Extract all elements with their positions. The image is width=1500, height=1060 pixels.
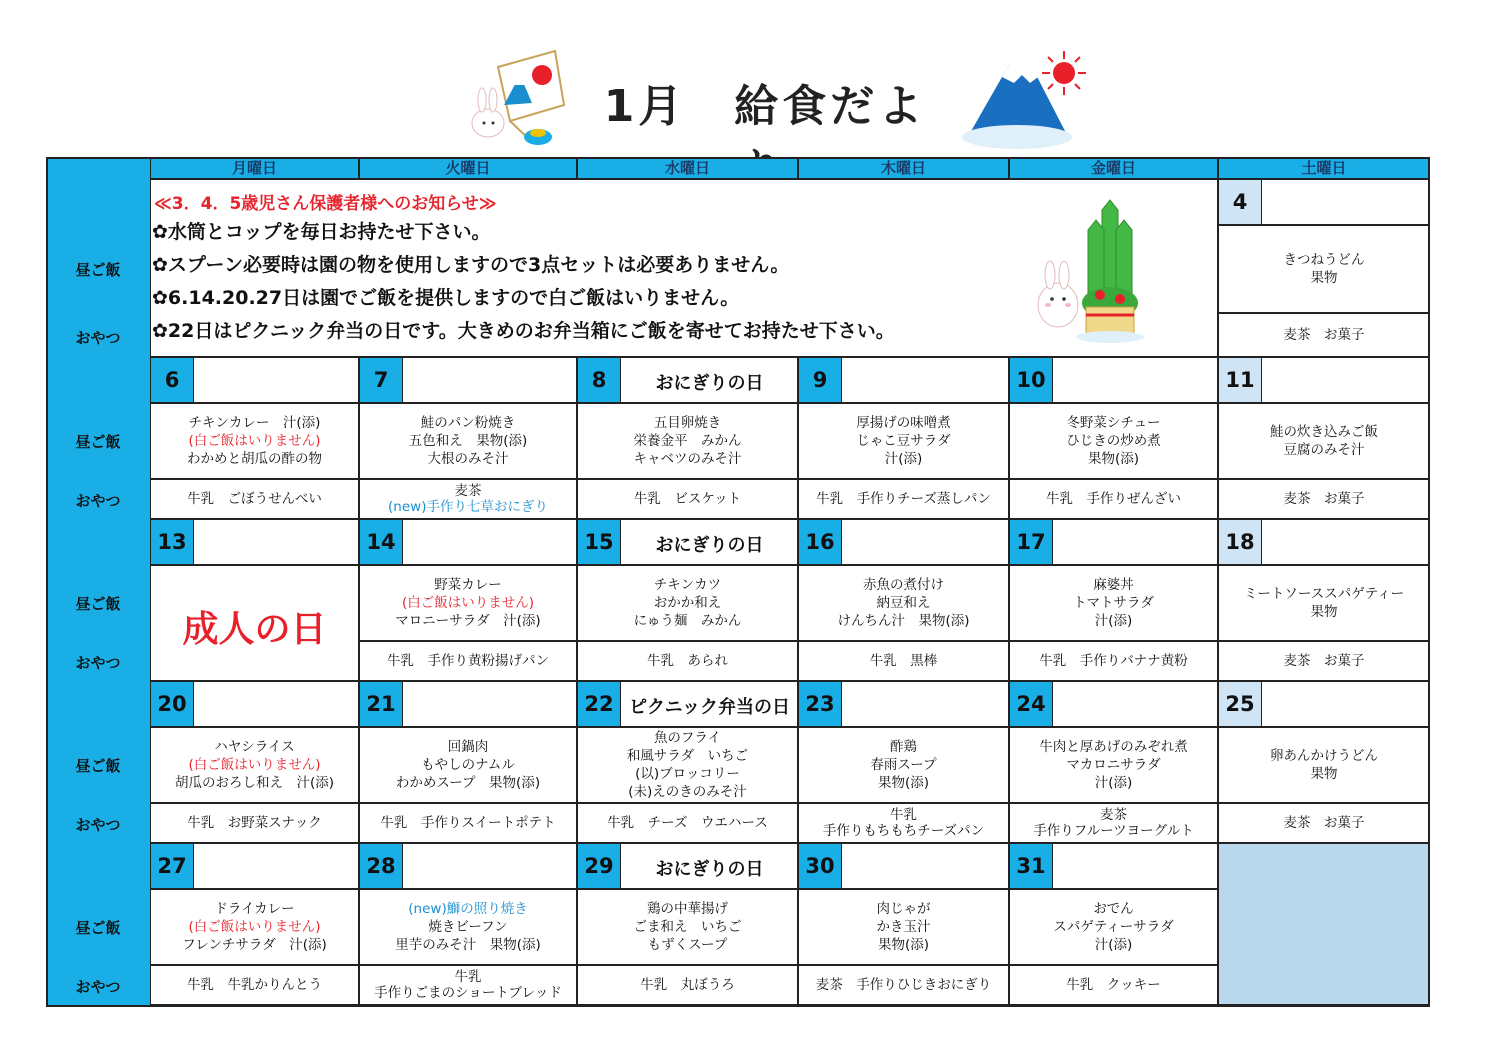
snack-item: 牛乳 黒棒 <box>869 653 938 669</box>
lunch-item: 回鍋肉 <box>447 739 489 755</box>
snack-item: 牛乳 チーズ ウエハース <box>607 815 768 831</box>
lunch-item: 野菜カレー <box>434 577 502 593</box>
lunch-item: もずくスープ <box>647 937 728 953</box>
special-day-name: おにぎりの日 <box>655 859 764 880</box>
weekday-header: 火曜日 <box>359 157 577 179</box>
date-number-box: 7 <box>359 357 403 403</box>
snack-item: 牛乳 手作りチーズ蒸しパン <box>816 491 991 507</box>
date-number-box: 4 <box>1218 179 1262 225</box>
lunch-item: 汁(添) <box>1094 613 1133 629</box>
snack-item: 麦茶 手作りひじきおにぎり <box>815 977 992 993</box>
weekday-header: 木曜日 <box>798 157 1009 179</box>
lunch-item: わかめと胡瓜の酢の物 <box>187 451 322 467</box>
date-number-box: 27 <box>150 843 194 889</box>
date-number-box: 13 <box>150 519 194 565</box>
lunch-item: 五色和え 果物(添) <box>408 433 528 449</box>
lunch-item: 果物 <box>1310 604 1338 620</box>
date-number-box: 15 <box>577 519 621 565</box>
date-number-box: 9 <box>798 357 842 403</box>
lunch-item: 和風サラダ いちご <box>626 748 749 764</box>
notice-line: ✿スプーン必要時は園の物を使用しますので3点セットは必要ありません。 <box>152 254 790 276</box>
row-label-lunch: 昼ご飯 <box>75 757 121 775</box>
special-day-name: ピクニック弁当の日 <box>629 697 790 718</box>
kadomatsu-rabbit-illustration <box>1030 195 1160 345</box>
new-year-kite-rabbit-illustration <box>460 45 580 155</box>
snack-item: 牛乳 牛乳かりんとう <box>187 977 322 993</box>
lunch-item: (new)鰤の照り焼き <box>408 901 528 917</box>
date-number-box: 18 <box>1218 519 1262 565</box>
date-number-box: 16 <box>798 519 842 565</box>
notice-line: ✿6.14.20.27日は園でご飯を提供しますので白ご飯はいりません。 <box>152 287 740 309</box>
lunch-item: (未)えのきのみそ汁 <box>628 784 747 800</box>
lunch-item: 汁(添) <box>884 451 923 467</box>
date-number-box: 28 <box>359 843 403 889</box>
lunch-item: 冬野菜シチュー <box>1066 415 1161 431</box>
date-number-box: 20 <box>150 681 194 727</box>
lunch-item: 麻婆丼 <box>1093 577 1134 593</box>
lunch-item: 納豆和え <box>876 595 931 611</box>
weekday-header: 水曜日 <box>577 157 798 179</box>
row-label-snack: おやつ <box>75 654 121 672</box>
notice-line: ✿水筒とコップを毎日お持たせ下さい。 <box>152 221 491 243</box>
snack-item: 麦茶 <box>454 483 482 499</box>
lunch-item: かき玉汁 <box>876 919 931 935</box>
snack-item: 牛乳 手作りぜんざい <box>1046 491 1181 507</box>
snack-item: 牛乳 <box>890 807 917 823</box>
lunch-item: わかめスープ 果物(添) <box>395 775 541 791</box>
date-number-box: 11 <box>1218 357 1262 403</box>
lunch-item: 豆腐のみそ汁 <box>1283 442 1365 458</box>
lunch-item: 里芋のみそ汁 果物(添) <box>395 937 541 953</box>
date-number-box: 24 <box>1009 681 1053 727</box>
lunch-item: (白ご飯はいりません) <box>188 433 321 449</box>
lunch-item: ハヤシライス <box>214 739 295 755</box>
lunch-item: 汁(添) <box>1094 775 1133 791</box>
lunch-item: ごま和え いちご <box>633 919 742 935</box>
lunch-item: チキンカレー 汁(添) <box>188 415 321 431</box>
lunch-item: 焼きビーフン <box>428 919 508 935</box>
lunch-item: マカロニサラダ <box>1066 757 1161 773</box>
lunch-item: チキンカツ <box>653 577 722 593</box>
row-label-lunch: 昼ご飯 <box>75 433 121 451</box>
lunch-item: フレンチサラダ 汁(添) <box>182 937 327 953</box>
weekday-header: 金曜日 <box>1009 157 1218 179</box>
lunch-item: 果物(添) <box>877 937 930 953</box>
lunch-item: 春雨スープ <box>870 757 937 773</box>
special-day-name: おにぎりの日 <box>655 373 764 394</box>
lunch-item: (以)ブロッコリー <box>635 766 740 782</box>
date-number-box: 23 <box>798 681 842 727</box>
mount-fuji-sun-illustration <box>962 45 1092 150</box>
row-label-snack: おやつ <box>75 492 121 510</box>
date-number-box: 22 <box>577 681 621 727</box>
lunch-item: (白ご飯はいりません) <box>188 919 321 935</box>
lunch-item: 栄養金平 みかん <box>633 433 742 449</box>
snack-item: 牛乳 手作り黄粉揚げパン <box>387 653 549 669</box>
lunch-item: ミートソーススパゲティー <box>1243 586 1405 602</box>
lunch-item: 大根のみそ汁 <box>427 451 509 467</box>
snack-item: 牛乳 手作りバナナ黄粉 <box>1039 653 1188 669</box>
snack-item: 手作りフルーツヨーグルト <box>1033 823 1194 839</box>
snack-item: 牛乳 あられ <box>647 653 728 669</box>
lunch-item: 肉じゃが <box>876 901 931 917</box>
lunch-item: 果物(添) <box>1087 451 1140 467</box>
date-number-box: 30 <box>798 843 842 889</box>
lunch-calendar <box>46 157 1430 1007</box>
lunch-item: 厚揚げの味噌煮 <box>856 415 951 431</box>
lunch-item: けんちん汁 果物(添) <box>837 613 970 629</box>
lunch-item: 鶏の中華揚げ <box>647 901 728 917</box>
lunch-item: もやしのナムル <box>421 757 515 773</box>
row-label-lunch: 昼ご飯 <box>75 595 121 613</box>
row-label-snack: おやつ <box>75 329 121 347</box>
date-number-box: 17 <box>1009 519 1053 565</box>
lunch-item: ドライカレー <box>214 901 295 917</box>
lunch-item: 酢鶏 <box>890 739 917 755</box>
snack-item: (new)手作り七草おにぎり <box>388 499 548 515</box>
snack-item: 牛乳 丸ぼうろ <box>640 977 735 993</box>
date-number-box: 6 <box>150 357 194 403</box>
lunch-item: マロニーサラダ 汁(添) <box>395 613 541 629</box>
lunch-item: 鮭の炊き込みご飯 <box>1270 424 1378 440</box>
snack-item: 麦茶 お菓子 <box>1283 327 1365 343</box>
lunch-item: 果物(添) <box>877 775 930 791</box>
lunch-item: キャベツのみそ汁 <box>633 451 742 467</box>
special-day-name: おにぎりの日 <box>655 535 764 556</box>
lunch-item: 汁(添) <box>1094 937 1133 953</box>
lunch-item: トマトサラダ <box>1073 595 1154 611</box>
lunch-item: 胡瓜のおろし和え 汁(添) <box>174 775 335 791</box>
snack-item: 手作りもちもちチーズパン <box>822 823 985 839</box>
snack-item: 麦茶 お菓子 <box>1283 815 1365 831</box>
weekday-header: 月曜日 <box>150 157 359 179</box>
row-label-snack: おやつ <box>75 978 121 996</box>
weekday-header: 土曜日 <box>1218 157 1430 179</box>
date-number-box: 10 <box>1009 357 1053 403</box>
holiday-label: 成人の日 <box>182 609 327 650</box>
row-label-lunch: 昼ご飯 <box>75 261 121 279</box>
page-title: 1月 給食だよ <box>603 81 927 132</box>
lunch-item: 鮭のパン粉焼き <box>420 415 516 431</box>
lunch-item: おでん <box>1093 901 1134 917</box>
snack-item: 牛乳 <box>454 969 482 985</box>
lunch-item: (白ご飯はいりません) <box>188 757 321 773</box>
lunch-item: じゃこ豆サラダ <box>856 433 951 449</box>
snack-item: 手作りごまのショートブレッド <box>374 985 562 1001</box>
snack-item: 牛乳 ビスケット <box>633 491 742 507</box>
row-label-snack: おやつ <box>75 816 121 834</box>
date-number-box: 8 <box>577 357 621 403</box>
date-number-box: 31 <box>1009 843 1053 889</box>
row-label-lunch: 昼ご飯 <box>75 919 121 937</box>
snack-item: 麦茶 お菓子 <box>1283 491 1365 507</box>
date-number-box: 25 <box>1218 681 1262 727</box>
calendar-outer-border <box>46 157 1430 1007</box>
notice-title: ≪3．4．5歳児さん保護者様へのお知らせ≫ <box>154 194 497 214</box>
snack-item: 牛乳 ごぼうせんべい <box>187 491 322 507</box>
lunch-item: ひじきの炒め煮 <box>1066 433 1161 449</box>
lunch-item: 果物 <box>1310 270 1338 286</box>
lunch-item: おかか和え <box>653 595 722 611</box>
notice-line: ✿22日はピクニック弁当の日です。大きめのお弁当箱にご飯を寄せてお持たせ下さい。 <box>152 320 895 342</box>
snack-item: 牛乳 お野菜スナック <box>187 815 322 831</box>
lunch-item: 五目卵焼き <box>653 415 722 431</box>
lunch-item: スパゲティーサラダ <box>1053 919 1174 935</box>
date-number-box: 29 <box>577 843 621 889</box>
lunch-item: にゅう麺 みかん <box>633 613 742 629</box>
lunch-item: きつねうどん <box>1283 252 1365 268</box>
lunch-item: (白ご飯はいりません) <box>401 595 535 611</box>
lunch-item: 果物 <box>1310 766 1338 782</box>
snack-item: 牛乳 手作りスイートポテト <box>380 815 556 831</box>
lunch-item: 牛肉と厚あげのみぞれ煮 <box>1039 739 1188 755</box>
date-number-box: 14 <box>359 519 403 565</box>
lunch-item: 魚のフライ <box>653 730 722 746</box>
snack-item: 牛乳 クッキー <box>1066 977 1161 993</box>
snack-item: 麦茶 お菓子 <box>1283 653 1365 669</box>
snack-item: 麦茶 <box>1100 807 1127 823</box>
lunch-item: 赤魚の煮付け <box>863 577 944 593</box>
lunch-item: 卵あんかけうどん <box>1270 748 1378 764</box>
date-number-box: 21 <box>359 681 403 727</box>
